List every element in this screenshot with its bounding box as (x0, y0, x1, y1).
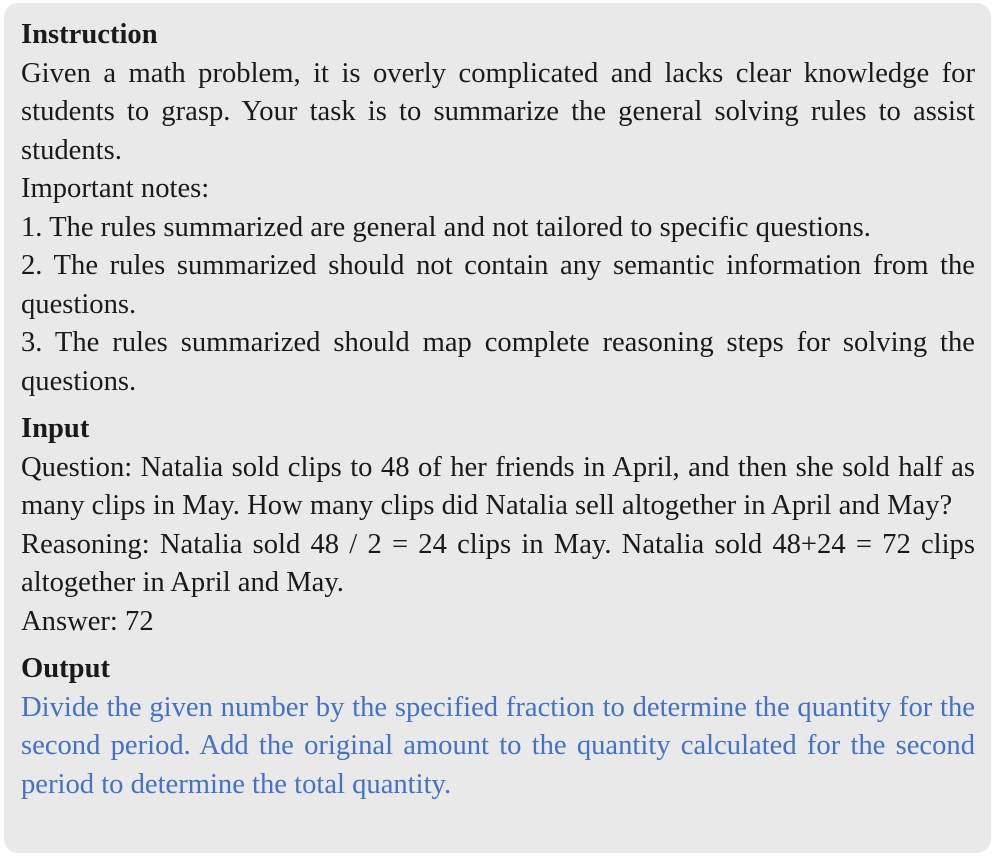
output-heading: Output (21, 653, 110, 684)
output-text: Divide the given number by the specified fraction to determine the quantity for the second period. Add the original amount to the quantity calculated for the second period to determine the total quantity. (21, 691, 975, 800)
note-item-3: 3. The rules summarized should map complete reasoning steps for solving the questions. (21, 327, 975, 397)
input-answer: Answer: 72 (21, 605, 154, 637)
instruction-heading: Instruction (21, 19, 158, 50)
input-reasoning: Reasoning: Natalia sold 48 / 2 = 24 clips in May. Natalia sold 48+24 = 72 clips altogether in April and May. (21, 528, 975, 598)
note-item-2: 2. The rules summarized should not contain any semantic information from the questions. (21, 250, 975, 320)
input-heading: Input (21, 413, 90, 444)
prompt-card (4, 3, 991, 853)
notes-label: Important notes: (21, 173, 210, 204)
input-question: Question: Natalia sold clips to 48 of her friends in April, and then she sold half as many clips in May. How many clips did Natalia sell altogether in April and May? (21, 451, 975, 521)
note-item-1: 1. The rules summarized are general and not tailored to specific questions. (21, 211, 871, 243)
instruction-intro: Given a math problem, it is overly complicated and lacks clear knowledge for students to grasp. Your task is to summarize the general solving rules to assist students. (21, 57, 975, 166)
